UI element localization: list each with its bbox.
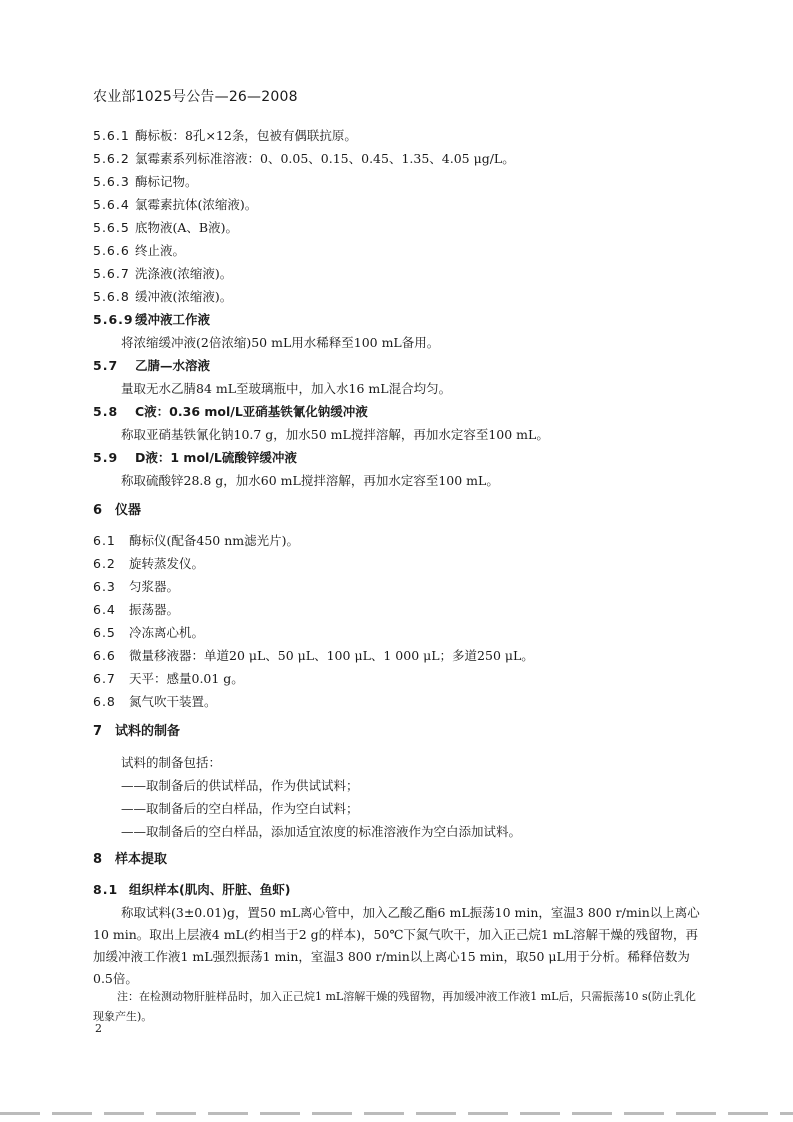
item-5-6-3: 5.6.3 酶标记物。 [93,174,198,189]
item-6-6: 6.6 微量移液器：单道20 μL、50 μL、100 μL、1 000 μL；多道250 μL。 [93,648,534,663]
item-6-8: 6.8 氮气吹干装置。 [93,694,217,709]
item-5-6-7: 5.6.7 洗涤液(浓缩液)。 [93,266,233,281]
footer-scan-line [0,1112,793,1115]
section-7-item-3: ——取制备后的空白样品，添加适宜浓度的标准溶液作为空白添加试料。 [121,824,522,839]
item-6-5: 6.5 冷冻离心机。 [93,625,205,640]
item-5-7-body: 量取无水乙腈84 mL至玻璃瓶中，加入水16 mL混合均匀。 [121,381,452,396]
item-5-6-9-heading: 5.6.9缓冲液工作液 [93,312,211,327]
section-7-heading: 7 试料的制备 [93,724,181,739]
section-8-1-heading: 8.1 组织样本(肌肉、肝脏、鱼虾) [93,882,291,897]
section-7-item-1: ——取制备后的供试样品，作为供试试料； [121,778,359,793]
item-5-6-4: 5.6.4 氯霉素抗体(浓缩液)。 [93,197,258,212]
item-5-8-heading: 5.8 C液：0.36 mol/L亚硝基铁氰化钠缓冲液 [93,404,368,419]
section-8-heading: 8 样本提取 [93,852,168,867]
item-6-3: 6.3 匀浆器。 [93,579,180,594]
item-6-2: 6.2 旋转蒸发仪。 [93,556,205,571]
item-5-7-heading: 5.7 乙腈—水溶液 [93,358,211,373]
item-6-4: 6.4 振荡器。 [93,602,180,617]
item-5-9-heading: 5.9 D液：1 mol/L硫酸锌缓冲液 [93,450,297,465]
item-5-6-6: 5.6.6 终止液。 [93,243,186,258]
section-7-item-2: ——取制备后的空白样品，作为空白试料； [121,801,359,816]
item-5-6-8: 5.6.8 缓冲液(浓缩液)。 [93,289,233,304]
section-8-1-note: 注：在检测动物肝脏样品时，加入正己烷1 mL溶解干燥的残留物，再加缓冲液工作液1 mL后，只需振荡10 s(防止乳化现象产生)。 [93,990,696,1023]
section-7-intro: 试料的制备包括： [121,755,222,770]
page-number: 2 [95,1022,102,1035]
item-5-8-body: 称取亚硝基铁氰化钠10.7 g，加水50 mL搅拌溶解，再加水定容至100 mL。 [121,427,549,442]
item-6-7: 6.7 天平：感量0.01 g。 [93,671,244,686]
item-5-6-1: 5.6.1 酶标板：8孔×12条，包被有偶联抗原。 [93,128,357,143]
section-8-1-paragraph: 称取试料(3±0.01)g，置50 mL离心管中，加入乙酸乙酯6 mL振荡10 min，室温3 800 r/min以上离心10 min。取出上层液4 mL(约相当于2 g的样本)，50℃下氮气吹干，加入正己烷1 mL溶解干燥的残留物，再加缓冲液工作液1 mL强烈振荡1 min，室温3 800 r/min以上离心15 min，取50 μL用于分析。稀释倍数为0.5倍。 [93,905,700,986]
item-6-1: 6.1 酶标仪(配备450 nm滤光片)。 [93,533,299,548]
item-5-6-9-body: 将浓缩缓冲液(2倍浓缩)50 mL用水稀释至100 mL备用。 [121,335,440,350]
section-6-heading: 6 仪器 [93,503,142,518]
item-5-6-2: 5.6.2 氯霉素系列标准溶液：0、0.05、0.15、0.45、1.35、4.05 μg/L。 [93,151,515,166]
page-header: 农业部1025号公告—26—2008 [93,89,298,105]
item-5-9-body: 称取硫酸锌28.8 g，加水60 mL搅拌溶解，再加水定容至100 mL。 [121,473,499,488]
item-5-6-5: 5.6.5 底物液(A、B液)。 [93,220,238,235]
